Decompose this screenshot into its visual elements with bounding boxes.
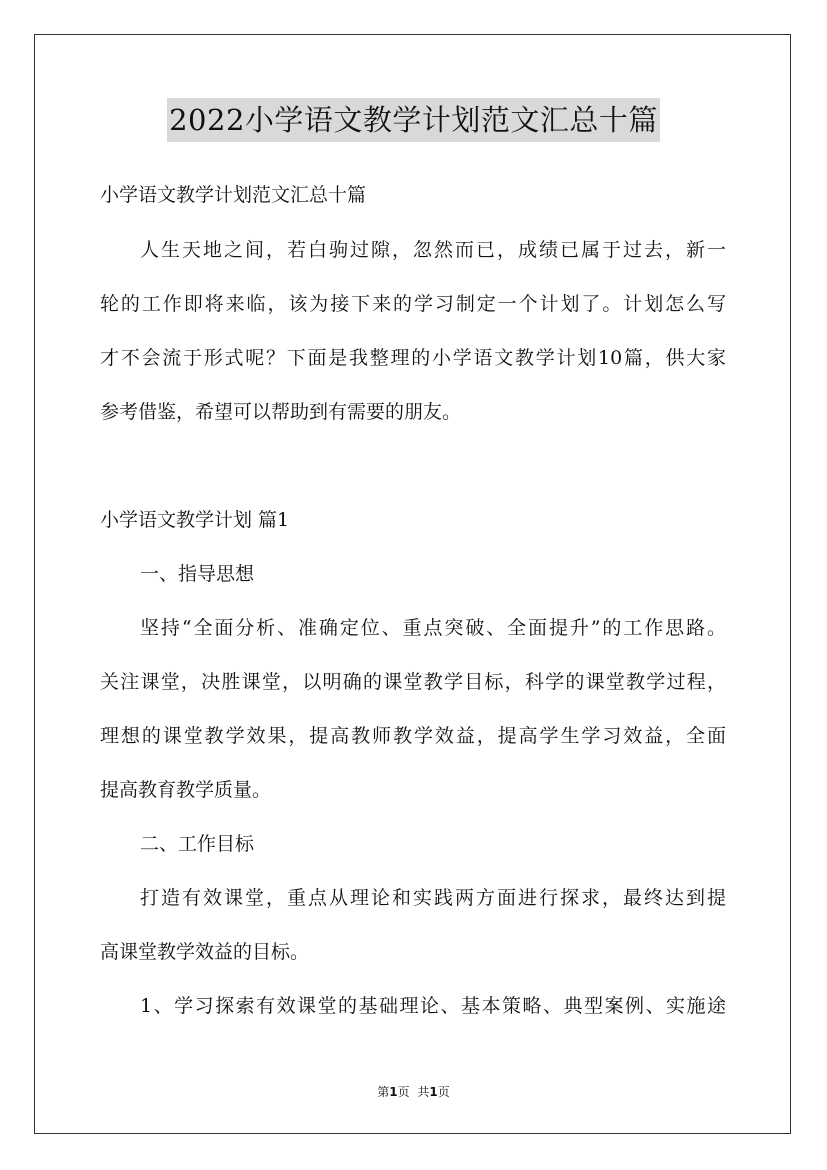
footer-total-prefix: 共 <box>417 1085 430 1099</box>
heading-guiding-ideology: 一、指导思想 <box>140 563 255 585</box>
title-container <box>0 98 827 142</box>
item-1-line-1: 1、学习探索有效课堂的基础理论、基本策略、典型案例、实施途 <box>140 995 726 1017</box>
document-title: 2022小学语文教学计划范文汇总十篇 <box>167 98 660 142</box>
footer-page-prefix: 第 <box>377 1085 390 1099</box>
intro-line-3: 才不会流于形式呢？下面是我整理的小学语文教学计划10篇，供大家 <box>100 347 726 369</box>
document-subtitle: 小学语文教学计划范文汇总十篇 <box>100 184 367 206</box>
page-footer <box>0 1084 827 1100</box>
intro-line-2: 轮的工作即将来临，该为接下来的学习制定一个计划了。计划怎么写 <box>100 293 726 315</box>
para-2-line-1: 打造有效课堂，重点从理论和实践两方面进行探求，最终达到提 <box>140 887 726 909</box>
footer-page-label: 页 <box>397 1085 410 1099</box>
para-1-line-3: 理想的课堂教学效果，提高教师教学效益，提高学生学习效益，全面 <box>100 725 726 747</box>
intro-line-4: 参考借鉴，希望可以帮助到有需要的朋友。 <box>100 401 462 423</box>
footer-page-number: 1 <box>389 1085 398 1099</box>
intro-line-1: 人生天地之间，若白驹过隙，忽然而已，成绩已属于过去，新一 <box>140 239 726 261</box>
para-2-line-2: 高课堂教学效益的目标。 <box>100 941 310 963</box>
para-1-line-4: 提高教育教学质量。 <box>100 779 272 801</box>
para-1-line-2: 关注课堂，决胜课堂，以明确的课堂教学目标，科学的课堂教学过程， <box>100 671 726 693</box>
footer-total-label: 页 <box>437 1085 450 1099</box>
section-heading: 小学语文教学计划 篇1 <box>100 509 290 531</box>
para-1-line-1: 坚持“全面分析、准确定位、重点突破、全面提升”的工作思路。 <box>140 617 726 639</box>
footer-total-number: 1 <box>429 1085 438 1099</box>
heading-work-goals: 二、工作目标 <box>140 833 255 855</box>
